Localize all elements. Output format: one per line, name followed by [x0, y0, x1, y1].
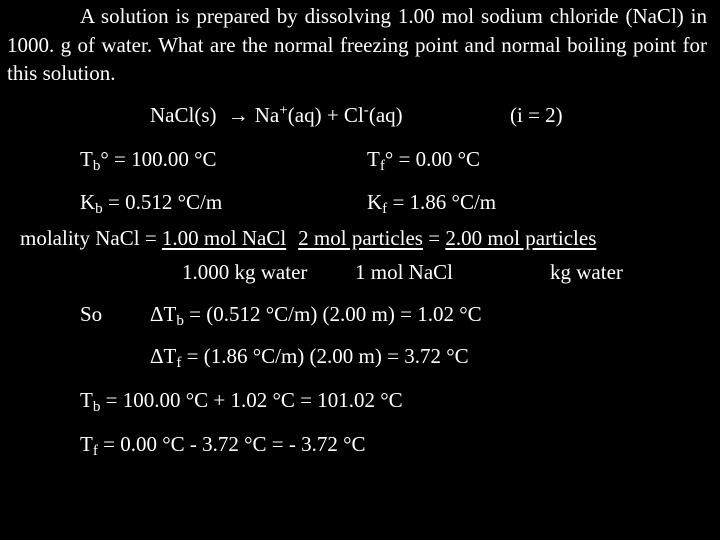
- tb-value: ° = 100.00 °C: [100, 147, 217, 171]
- dissociation-cation: Na: [254, 103, 280, 127]
- tf-result-subscript: f: [92, 443, 98, 460]
- reaction-arrow-icon: →: [227, 103, 249, 127]
- molality-fraction2-numerator: 2 mol particles: [298, 226, 423, 250]
- tf-result: [80, 432, 366, 460]
- kb-symbol: K: [80, 190, 96, 214]
- so-label: So: [80, 302, 103, 326]
- delta-tf-symbol: ΔT: [150, 344, 177, 368]
- dissociation-equation: [150, 102, 403, 127]
- kf-constant: [367, 190, 497, 218]
- kf-value: = 1.86 °C/m: [387, 190, 497, 214]
- tb-result-symbol: T: [80, 388, 93, 412]
- cation-charge: +: [279, 102, 288, 119]
- kb-subscript: b: [95, 201, 103, 218]
- dissociation-reactant: NaCl(s): [150, 103, 217, 127]
- kf-subscript: f: [382, 201, 388, 218]
- tf-subscript: f: [379, 158, 385, 175]
- tf-value: ° = 0.00 °C: [384, 147, 481, 171]
- kb-constant: [80, 190, 223, 218]
- molality-result-numerator: 2.00 mol particles: [445, 226, 597, 250]
- tb-subscript: b: [92, 158, 101, 175]
- kf-symbol: K: [367, 190, 383, 214]
- dissociation-anion-state: (aq): [368, 103, 403, 127]
- problem-statement: A solution is prepared by dissolving 1.00 mol sodium chloride (NaCl) in 1000. g of water. What are the normal freezing point and normal boiling point for this solution.: [7, 4, 707, 85]
- molality-equals: =: [422, 226, 446, 250]
- delta-tb-equation: [150, 302, 482, 330]
- delta-tf-equation: [150, 344, 469, 372]
- tb-result: [80, 388, 403, 416]
- delta-tf-value: = (1.86 °C/m) (2.00 m) = 3.72 °C: [181, 344, 469, 368]
- tf-result-value: = 0.00 °C - 3.72 °C = - 3.72 °C: [97, 432, 366, 456]
- delta-tf-subscript: f: [176, 355, 182, 372]
- kb-value: = 0.512 °C/m: [102, 190, 223, 214]
- tb-result-subscript: b: [92, 399, 101, 416]
- tb-symbol: T: [80, 147, 93, 171]
- anion-charge: -: [363, 102, 369, 119]
- vant-hoff-factor: (i = 2): [510, 103, 563, 127]
- molality-label: molality NaCl =: [20, 226, 162, 250]
- tb-standard: [80, 147, 217, 175]
- molality-fraction2-denominator: 1 mol NaCl: [355, 260, 453, 284]
- molality-fraction1-denominator: 1.000 kg water: [182, 260, 308, 284]
- molality-numerator-line: [20, 228, 596, 249]
- tf-result-symbol: T: [80, 432, 93, 456]
- molality-fraction1-numerator: 1.00 mol NaCl: [161, 226, 287, 250]
- delta-tb-value: = (0.512 °C/m) (2.00 m) = 1.02 °C: [183, 302, 482, 326]
- delta-tb-symbol: ΔT: [150, 302, 177, 326]
- molality-result-denominator: kg water: [550, 260, 623, 284]
- tf-symbol: T: [367, 147, 380, 171]
- tb-result-value: = 100.00 °C + 1.02 °C = 101.02 °C: [100, 388, 403, 412]
- dissociation-cation-state: (aq) + Cl: [287, 103, 364, 127]
- tf-standard: [367, 147, 481, 175]
- delta-tb-subscript: b: [176, 313, 184, 330]
